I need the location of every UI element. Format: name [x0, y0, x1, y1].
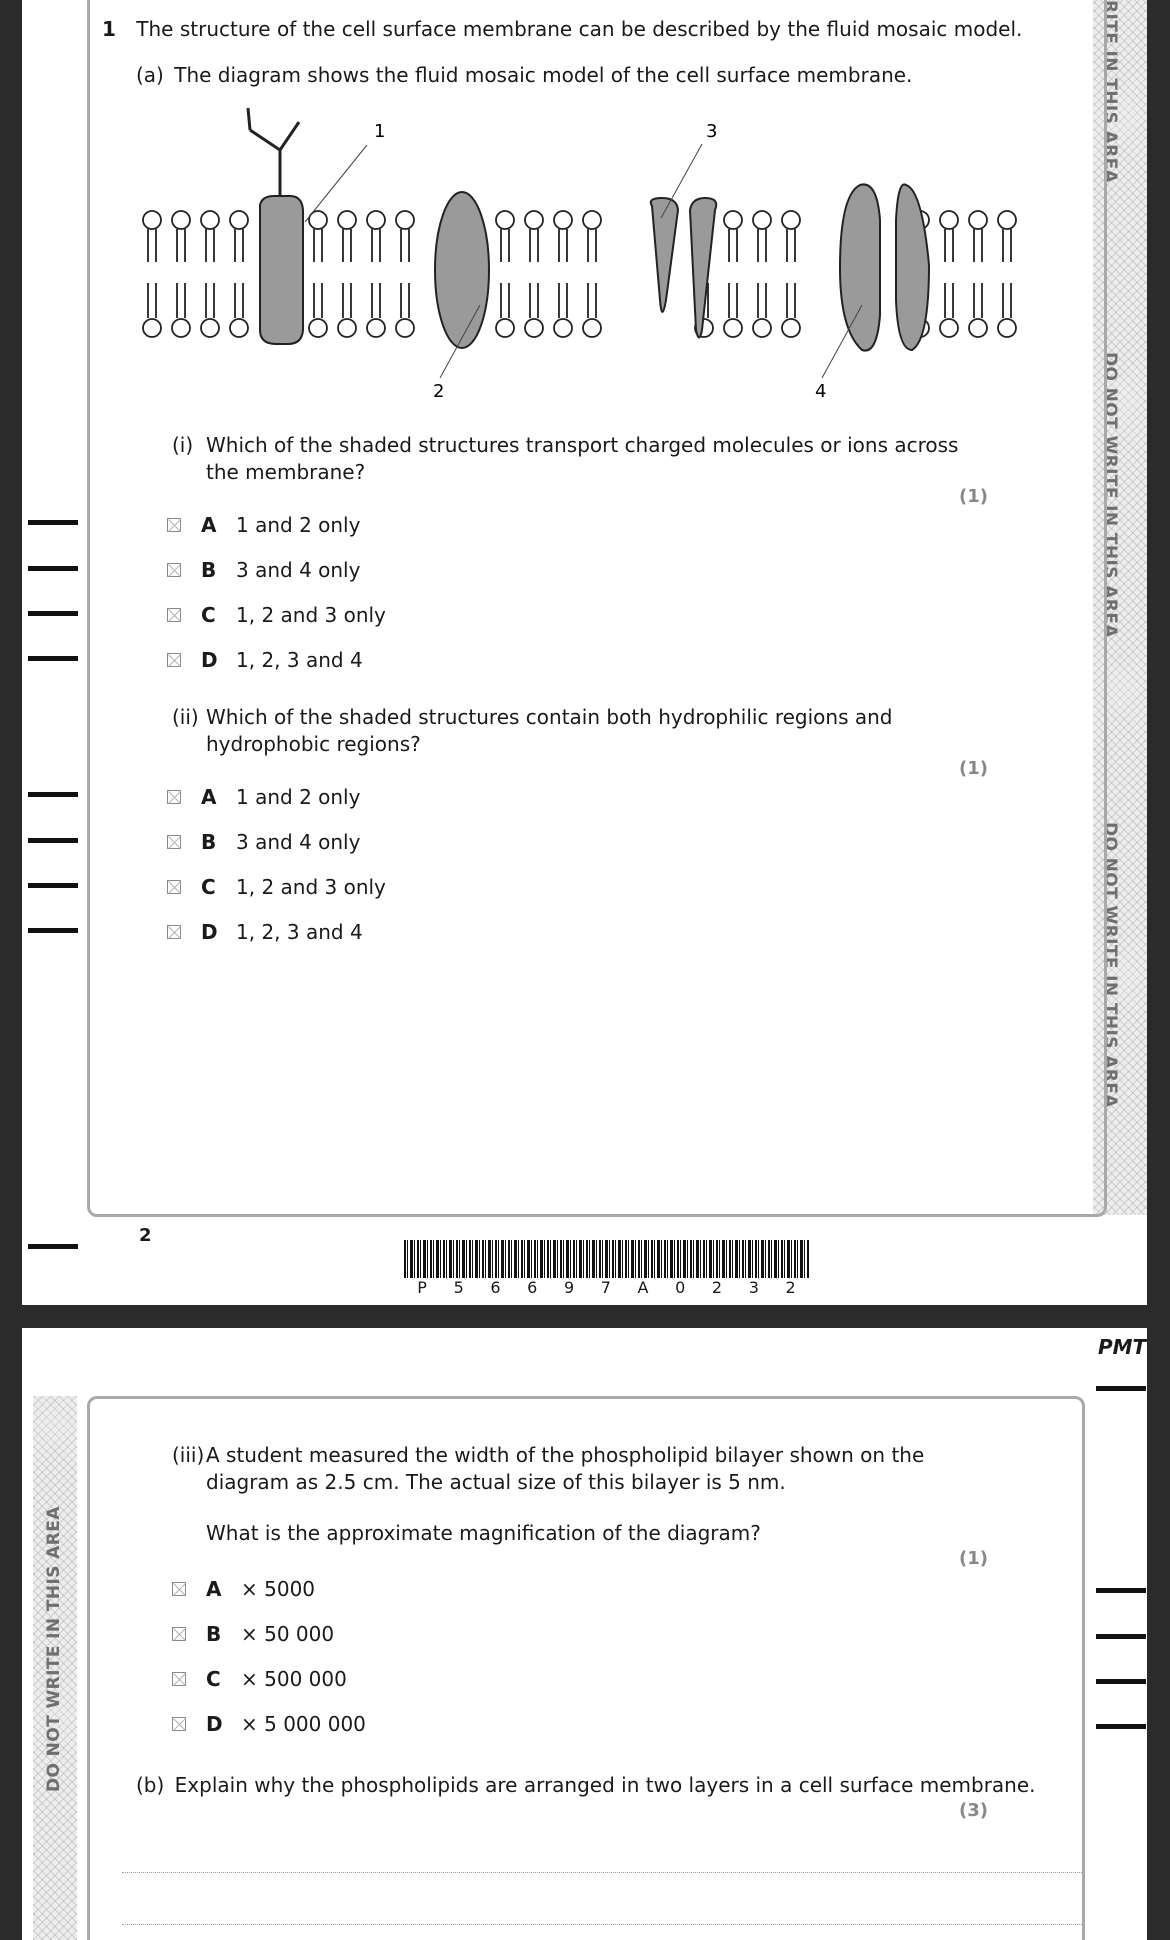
- margin-dash: [28, 611, 78, 616]
- margin-dash: [28, 883, 78, 888]
- q-iii-marks: (1): [959, 1548, 988, 1569]
- q-iii-option-a[interactable]: A × 5000: [172, 1576, 315, 1602]
- diagram-label-3: 3: [706, 121, 718, 142]
- q-ii-marks: (1): [959, 758, 988, 779]
- q-ii-option-b[interactable]: B 3 and 4 only: [167, 829, 360, 855]
- carrier-protein-structure-4: [840, 184, 929, 350]
- part-b-marks: (3): [959, 1800, 988, 1821]
- answer-line[interactable]: [122, 1924, 1082, 1925]
- q-i-option-c[interactable]: C 1, 2 and 3 only: [167, 602, 386, 628]
- q-i-marks: (1): [959, 486, 988, 507]
- label-leader-lines: [305, 144, 862, 378]
- checkbox-icon[interactable]: [172, 1717, 186, 1731]
- margin-dash: [1096, 1634, 1146, 1639]
- q-i-text-line1: Which of the shaded structures transport charged molecules or ions across: [206, 433, 959, 457]
- part-a-text: (a) The diagram shows the fluid mosaic model of the cell surface membrane.: [136, 63, 913, 87]
- margin-dash: [28, 656, 78, 661]
- q-ii-text-line2: hydrophobic regions?: [206, 732, 421, 756]
- fluid-mosaic-diagram: [22, 0, 1147, 420]
- margin-dash: [1096, 1386, 1146, 1391]
- margin-dash: [28, 566, 78, 571]
- margin-dash: [1096, 1724, 1146, 1729]
- checkbox-icon[interactable]: [172, 1582, 186, 1596]
- q-iii-text-line2: diagram as 2.5 cm. The actual size of this bilayer is 5 nm.: [206, 1470, 786, 1494]
- exam-page-2: [22, 1328, 1147, 1940]
- question-number: 1: [102, 17, 116, 41]
- q-i-option-d[interactable]: D 1, 2, 3 and 4: [167, 647, 363, 673]
- margin-dash: [28, 520, 78, 525]
- q-iii-prompt: What is the approximate magnification of the diagram?: [206, 1521, 761, 1545]
- checkbox-icon[interactable]: [167, 925, 181, 939]
- checkbox-icon[interactable]: [167, 835, 181, 849]
- exam-page-1: [22, 0, 1147, 1305]
- q-iii-label: (iii): [172, 1443, 205, 1467]
- q-iii-text-line1: A student measured the width of the phospholipid bilayer shown on the: [206, 1443, 925, 1467]
- margin-text-mid: DO NOT WRITE IN THIS AREA: [1100, 352, 1120, 638]
- checkbox-icon[interactable]: [172, 1627, 186, 1641]
- pmt-header: PMT: [1098, 1335, 1147, 1359]
- checkbox-icon[interactable]: [167, 880, 181, 894]
- protein-structure-2: [435, 192, 489, 348]
- barcode-number: P 5 6 6 9 7 A 0 2 3 2: [404, 1278, 809, 1297]
- checkbox-icon[interactable]: [167, 518, 181, 532]
- q-ii-label: (ii): [172, 705, 199, 729]
- q-i-text-line2: the membrane?: [206, 460, 366, 484]
- channel-protein-structure-3: [651, 198, 717, 338]
- margin-dash: [1096, 1679, 1146, 1684]
- q-iii-option-c[interactable]: C × 500 000: [172, 1666, 347, 1692]
- checkbox-icon[interactable]: [167, 653, 181, 667]
- phospholipid-group-1: [143, 211, 248, 337]
- q-ii-option-d[interactable]: D 1, 2, 3 and 4: [167, 919, 363, 945]
- margin-text-low: DO NOT WRITE IN THIS AREA: [1100, 822, 1120, 1108]
- q-ii-option-c[interactable]: C 1, 2 and 3 only: [167, 874, 386, 900]
- q-i-option-a[interactable]: A 1 and 2 only: [167, 512, 360, 538]
- phospholipid-group-3: [496, 211, 601, 337]
- margin-dash: [28, 838, 78, 843]
- barcode: [404, 1240, 809, 1280]
- diagram-label-2: 2: [433, 381, 445, 402]
- q-i-option-b[interactable]: B 3 and 4 only: [167, 557, 360, 583]
- checkbox-icon[interactable]: [167, 790, 181, 804]
- page-number: 2: [139, 1225, 152, 1246]
- question-intro: 1 The structure of the cell surface membrane can be described by the fluid mosaic model.: [102, 17, 1023, 41]
- margin-text-top: RITE IN THIS AREA: [1100, 0, 1120, 184]
- margin-dash: [1096, 1588, 1146, 1593]
- margin-dash: [28, 792, 78, 797]
- phospholipid-group-2: [309, 211, 414, 337]
- margin-dash: [28, 928, 78, 933]
- margin-dash: [28, 1244, 78, 1249]
- answer-line[interactable]: [122, 1872, 1082, 1873]
- q-iii-option-d[interactable]: D × 5 000 000: [172, 1711, 366, 1737]
- margin-text-p2: DO NOT WRITE IN THIS AREA: [44, 1506, 64, 1792]
- checkbox-icon[interactable]: [167, 563, 181, 577]
- q-ii-option-a[interactable]: A 1 and 2 only: [167, 784, 360, 810]
- q-ii-text-line1: Which of the shaded structures contain both hydrophilic regions and: [206, 705, 893, 729]
- q-i-label: (i): [172, 433, 194, 457]
- checkbox-icon[interactable]: [172, 1672, 186, 1686]
- q-iii-option-b[interactable]: B × 50 000: [172, 1621, 334, 1647]
- glycoprotein-structure-1: [248, 108, 303, 344]
- part-b-text: (b) Explain why the phospholipids are arranged in two layers in a cell surface membrane.: [136, 1773, 1036, 1797]
- checkbox-icon[interactable]: [167, 608, 181, 622]
- diagram-label-4: 4: [815, 381, 827, 402]
- diagram-label-1: 1: [374, 121, 386, 142]
